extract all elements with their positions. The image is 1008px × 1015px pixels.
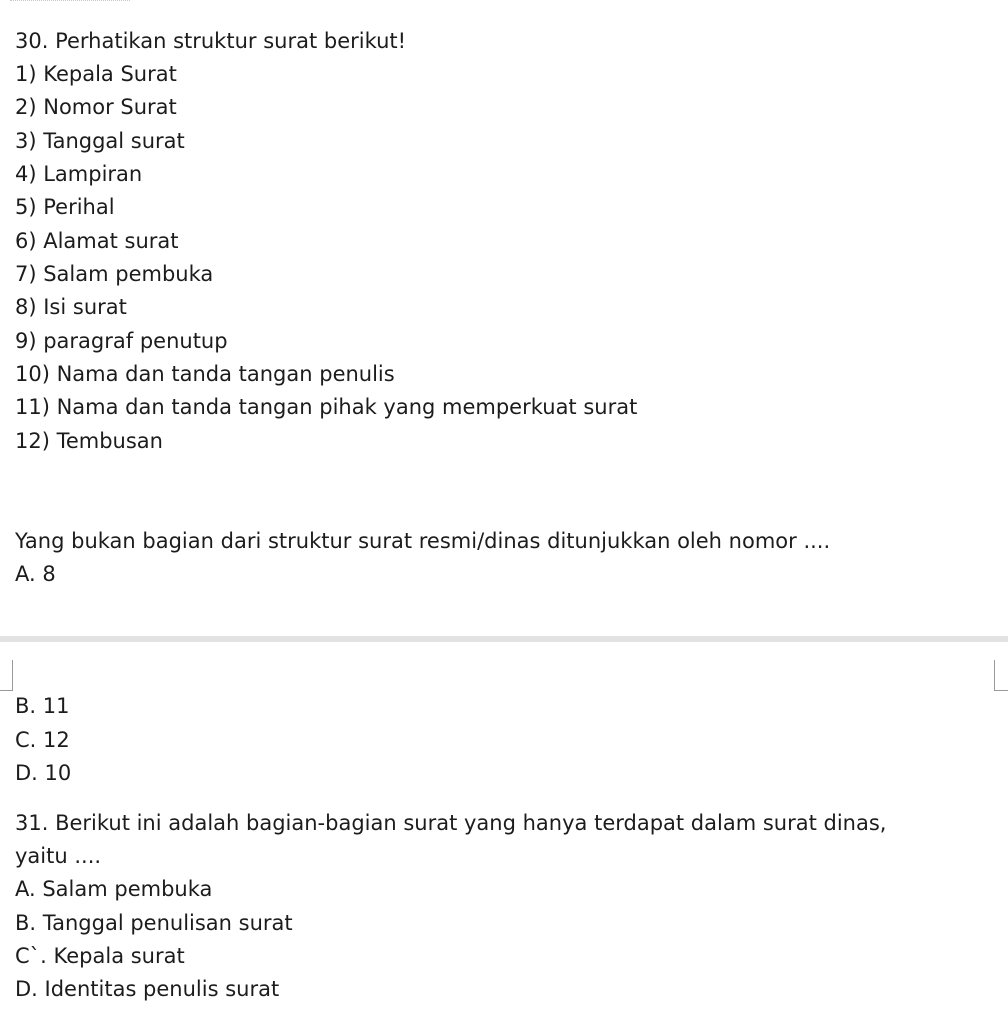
question-30-prompt: Yang bukan bagian dari struktur surat resmi/dinas ditunjukkan oleh nomor .... xyxy=(15,529,831,553)
struktur-item-12: 12) Tembusan xyxy=(15,429,163,453)
question-30-option-d: D. 10 xyxy=(15,761,72,785)
struktur-item-5: 5) Perihal xyxy=(15,195,115,219)
question-31-option-b: B. Tanggal penulisan surat xyxy=(15,911,293,935)
struktur-item-11: 11) Nama dan tanda tangan pihak yang memperkuat surat xyxy=(15,395,638,419)
struktur-item-4: 4) Lampiran xyxy=(15,162,143,186)
question-30-option-c: C. 12 xyxy=(15,728,70,752)
crop-mark-left xyxy=(0,660,13,691)
question-31-option-c: C`. Kepala surat xyxy=(15,944,185,968)
question-30-option-a: A. 8 xyxy=(15,562,56,586)
struktur-item-8: 8) Isi surat xyxy=(15,295,127,319)
question-31-prompt-line-1: 31. Berikut ini adalah bagian-bagian surat yang hanya terdapat dalam surat dinas, xyxy=(15,811,887,835)
question-30-title: 30. Perhatikan struktur surat berikut! xyxy=(15,29,407,53)
question-31-prompt-line-2: yaitu .... xyxy=(15,844,102,868)
crop-mark-right xyxy=(994,660,1008,691)
struktur-item-6: 6) Alamat surat xyxy=(15,229,179,253)
question-31-option-a: A. Salam pembuka xyxy=(15,877,213,901)
struktur-item-10: 10) Nama dan tanda tangan penulis xyxy=(15,362,395,386)
page-top-mark xyxy=(10,0,130,4)
document-page-2 xyxy=(0,642,1008,1015)
struktur-item-9: 9) paragraf penutup xyxy=(15,329,228,353)
question-31-option-d: D. Identitas penulis surat xyxy=(15,977,280,1001)
struktur-item-7: 7) Salam pembuka xyxy=(15,262,214,286)
question-30-option-b: B. 11 xyxy=(15,694,70,718)
struktur-item-3: 3) Tanggal surat xyxy=(15,129,185,153)
struktur-item-2: 2) Nomor Surat xyxy=(15,95,177,119)
struktur-item-1: 1) Kepala Surat xyxy=(15,62,177,86)
